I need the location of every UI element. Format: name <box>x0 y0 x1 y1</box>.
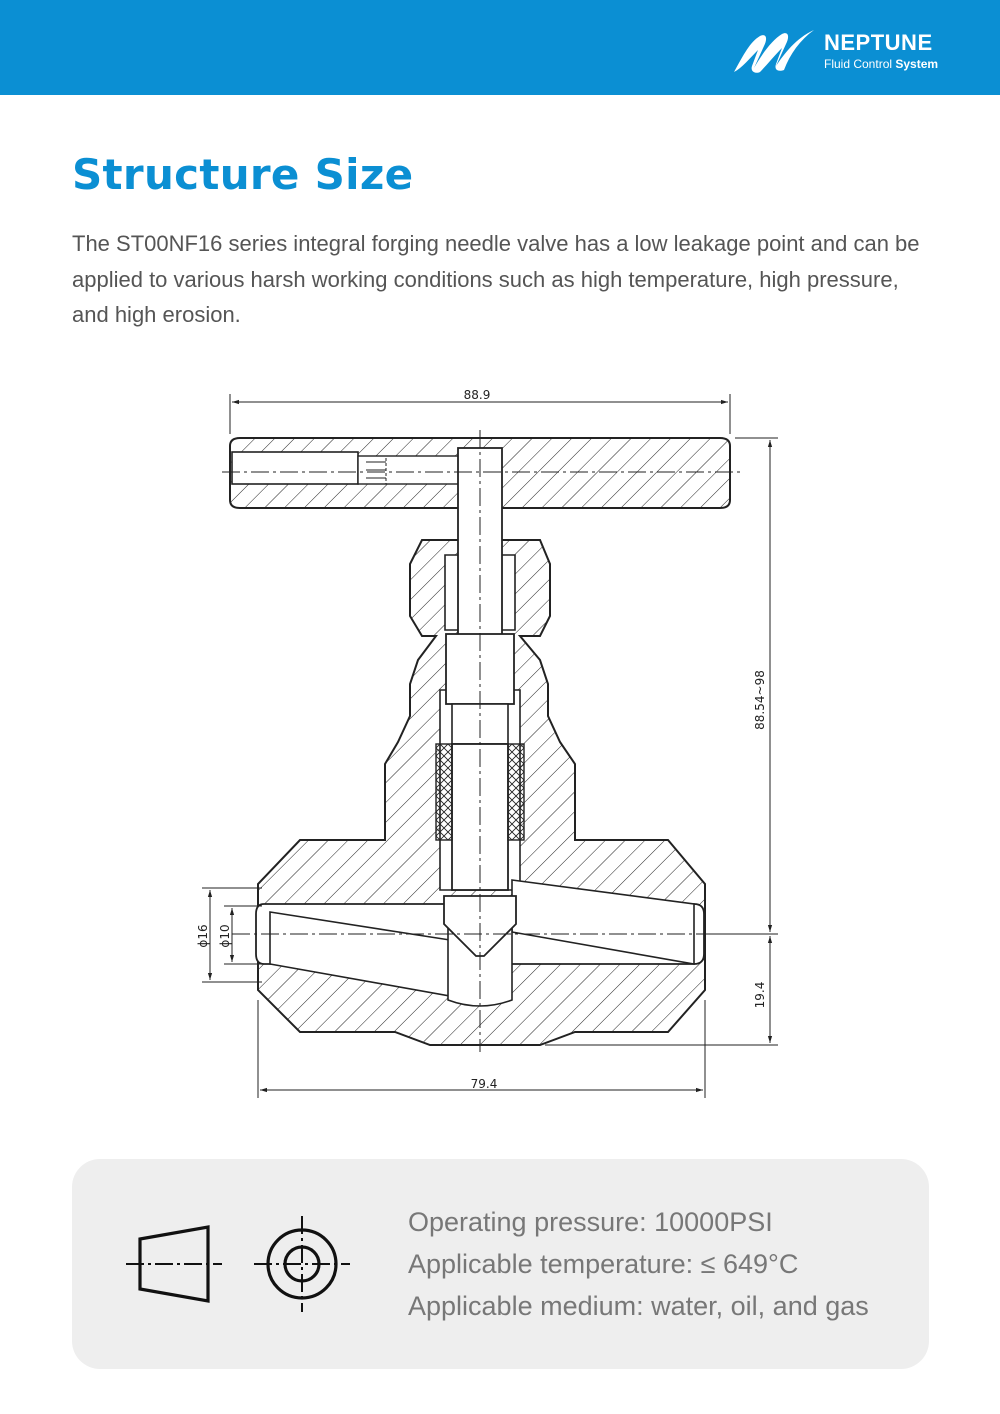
spec-applicable-temperature: Applicable temperature: ≤ 649°C <box>408 1249 799 1279</box>
dimension-width-bottom: 79.4 <box>470 1077 498 1091</box>
brand-logo[interactable] <box>730 24 960 76</box>
section-title: Structure Size <box>72 150 414 199</box>
tagline-regular: Fluid Control <box>824 57 896 71</box>
cone-projection-icon <box>126 1227 222 1301</box>
valve-structure-drawing <box>180 378 800 1108</box>
spec-list <box>408 1201 869 1327</box>
brand-tagline <box>824 57 938 71</box>
dimension-width-top: 88.9 <box>463 388 491 402</box>
spec-operating-pressure: Operating pressure: 10000PSI <box>408 1207 773 1237</box>
brand-name: NEPTUNE <box>824 30 933 55</box>
dimension-diameter-inner: ϕ10 <box>218 924 232 948</box>
dimension-height: 88.54~98 <box>753 670 767 730</box>
dimension-diameter-outer: ϕ16 <box>196 924 210 948</box>
tagline-bold: System <box>895 57 939 71</box>
header-bar <box>0 0 1000 95</box>
concentric-circles-icon <box>254 1216 350 1312</box>
projection-symbols <box>122 1207 362 1327</box>
spec-panel <box>72 1159 929 1369</box>
section-description: The ST00NF16 series integral forging needle valve has a low leakage point and can be applied to various harsh working conditions such as high temperature, high pressure, and high erosion. <box>72 231 920 327</box>
dimension-bottom-offset: 19.4 <box>753 981 767 1009</box>
neptune-wave-logo-icon <box>730 24 822 76</box>
spec-applicable-medium: Applicable medium: water, oil, and gas <box>408 1291 869 1321</box>
